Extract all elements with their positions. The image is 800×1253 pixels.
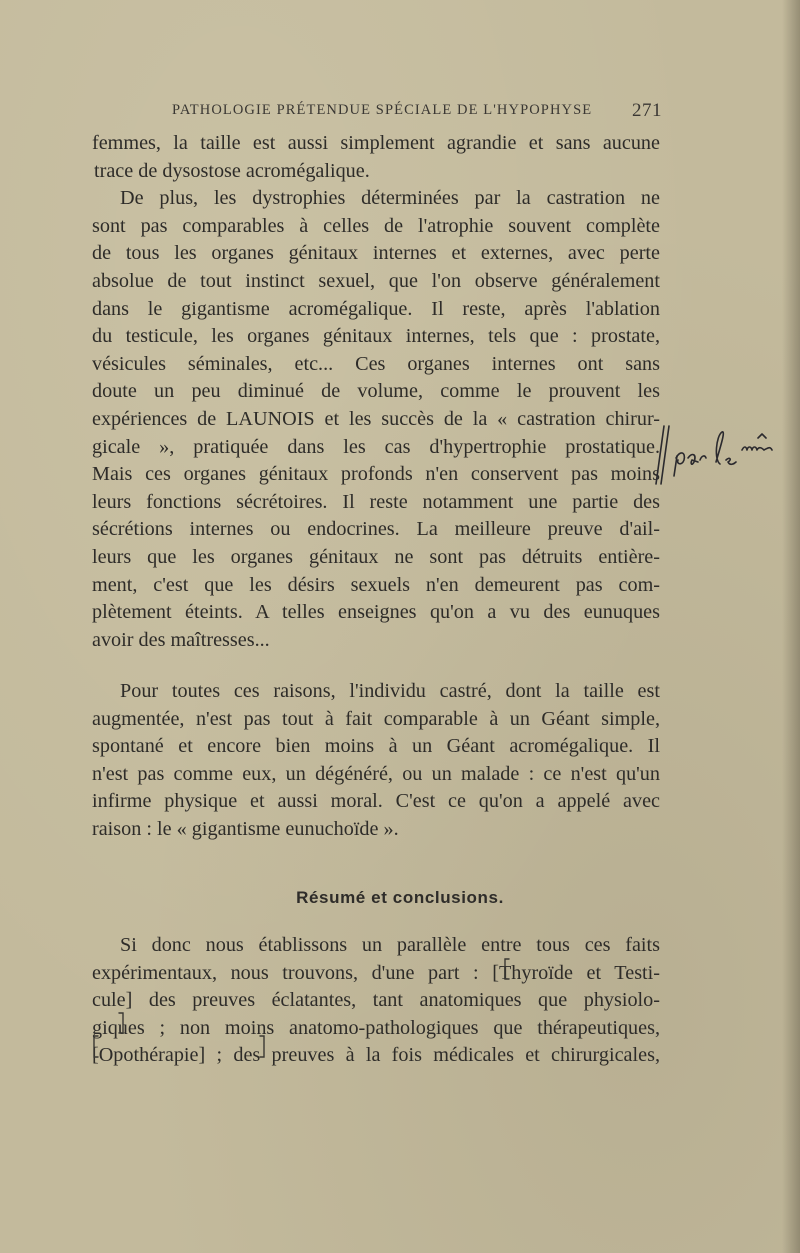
text-line: doute un peu diminué de volume, comme le prouvent les (92, 380, 660, 403)
section-heading: Résumé et conclusions. (296, 888, 504, 907)
text-line: cule] des preuves éclatantes, tant anatomiques que physiolo- (92, 989, 660, 1012)
text-line: femmes, la taille est aussi simplement agrandie et sans aucune (92, 132, 660, 154)
text-line: expériences de LAUNOIS et les succès de la « castration chirur- (92, 407, 660, 430)
body-text-top (92, 130, 660, 654)
text-line: leurs que les organes génitaux ne sont pas détruits entière- (92, 545, 660, 568)
text-line: avoir des maîtresses... (92, 628, 270, 651)
text-line: sécrétions internes ou endocrines. La meilleure preuve d'ail- (92, 518, 660, 541)
text-line: ment, c'est que les désirs sexuels n'en demeurent pas com- (92, 573, 660, 596)
running-header (172, 100, 662, 122)
handwritten-margin-note (650, 420, 800, 490)
text-line: augmentée, n'est pas tout à fait comparable à un Géant simple, (92, 707, 660, 730)
text-line: spontané et encore bien moins à un Géant acromégalique. Il (92, 735, 660, 758)
text-line: infirme physique et aussi moral. C'est ce qu'on a appelé avec (92, 790, 660, 813)
text-line: absolue de tout instinct sexuel, que l'on observe généralement (92, 269, 660, 292)
text-line: raison : le « gigantisme eunuchoïde ». (92, 817, 399, 840)
text-line: vésicules séminales, etc... Ces organes internes ont sans (92, 352, 660, 375)
text-line: trace de dysostose acromégalique. (94, 159, 370, 182)
text-line: giques ; non moins anatomo-pathologiques que thérapeutiques, (92, 1016, 660, 1039)
text-line: gicale », pratiquée dans les cas d'hypertrophie prostatique. (92, 435, 660, 458)
handwritten-brackets (92, 957, 660, 1067)
text-line: sont pas comparables à celles de l'atrophie souvent complète (92, 214, 660, 237)
text-line: Mais ces organes génitaux profonds n'en conservent pas moins (92, 463, 660, 486)
text-line: Si donc nous établissons un parallèle entre tous ces faits (120, 934, 660, 956)
body-text-middle (92, 678, 660, 844)
text-line: du testicule, les organes génitaux internes, tels que : prostate, (92, 325, 660, 348)
text-line: Pour toutes ces raisons, l'individu castré, dont la taille est (120, 680, 660, 702)
text-line: n'est pas comme eux, un dégénéré, ou un malade : ce n'est qu'un (92, 762, 660, 785)
text-line: de tous les organes génitaux internes et externes, avec perte (92, 242, 660, 265)
page-edge-shadow (782, 0, 800, 1253)
page-number: 271 (632, 100, 662, 121)
text-line: expérimentaux, nous trouvons, d'une part : [Thyroïde et Testi- (92, 961, 660, 984)
text-line: plètement éteints. A telles enseignes qu'on a vu des eunuques (92, 601, 660, 624)
text-line: dans le gigantisme acromégalique. Il reste, après l'ablation (92, 297, 660, 320)
text-line: De plus, les dystrophies déterminées par la castration ne (120, 187, 660, 210)
text-line: leurs fonctions sécrétoires. Il reste notamment une partie des (92, 490, 660, 513)
text-line: [Opothérapie] ; des preuves à la fois médicales et chirurgicales, (92, 1044, 660, 1067)
header-title: PATHOLOGIE PRÉTENDUE SPÉCIALE DE L'HYPOPHYSE (172, 102, 593, 118)
